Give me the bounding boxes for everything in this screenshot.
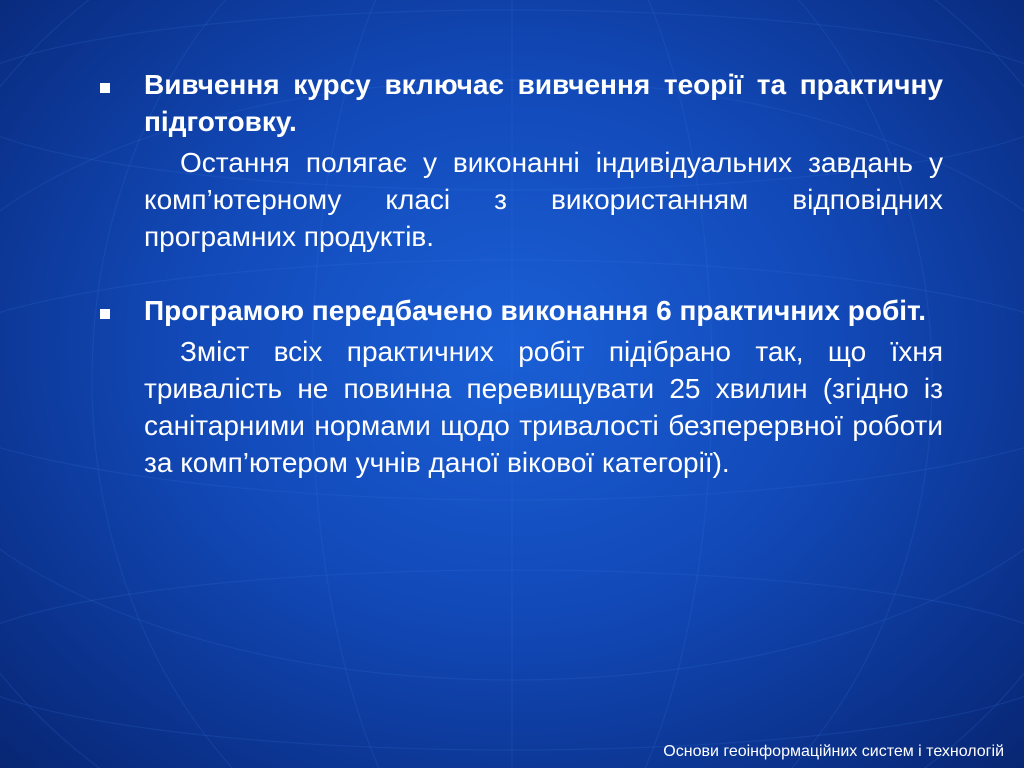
bullet-section	[100, 66, 943, 255]
bullet-heading: Програмою передбачено виконання 6 практичних робіт.	[144, 295, 927, 326]
square-bullet-icon	[100, 309, 110, 319]
bullet-body: Зміст всіх практичних робіт підібрано так, що їхня тривалість не повинна перевищувати 25 хвилин (згідно із санітарними нормами щодо тривалості безперервної роботи за комп’ютером учнів даної вікової категорії).	[144, 336, 943, 478]
bullet-section	[100, 292, 943, 481]
bullet-heading: Вивчення курсу включає вивчення теорії та практичну підготовку.	[144, 69, 943, 137]
slide-content	[100, 66, 943, 481]
slide-footer: Основи геоінформаційних систем і технологій	[663, 743, 1004, 760]
square-bullet-icon	[100, 83, 110, 93]
bullet-body: Остання полягає у виконанні індивідуальних завдань у комп’ютерному класі з використанням відповідних програмних продуктів.	[144, 147, 943, 252]
